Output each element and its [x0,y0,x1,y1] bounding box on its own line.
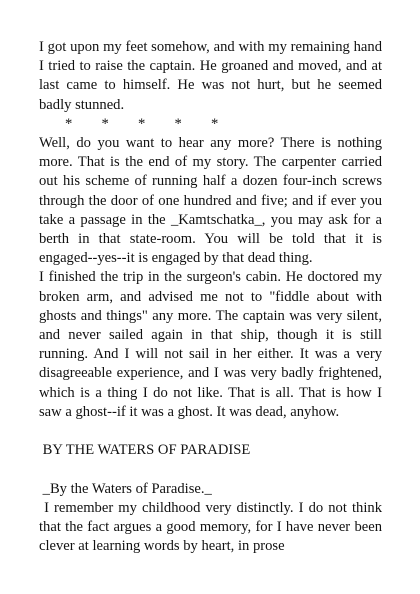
book-page [39,38,386,556]
paragraph-surgeon-cabin: I finished the trip in the surgeon's cabin. He doctored my broken arm, and advised me not to "fiddle about with ghosts and things" any more. The captain was very silent, and never sailed again in that ship, though it is still running. And I will not sail in her either. It was a very disagreeable experience, and I was very badly frightened, which is a thing I do not like. That is all. That is how I saw a ghost--if it was a ghost. It was dead, anyhow. [39,269,382,420]
paragraph-captain-stunned: I got upon my feet somehow, and with my remaining hand I tried to raise the captain. He groaned and moved, and at last came to himself. He was not hurt, but he seemed badly stunned. [39,39,382,113]
paragraph-childhood-memory: I remember my childhood very distinctly. I do not think that the fact argues a good memory, for I have never been clever at learning words by heart, in prose [39,499,386,555]
paragraph-end-of-story: Well, do you want to hear any more? There is nothing more. That is the end of my story. The carpenter carried out his scheme of running half a dozen four-inch screws through the door of one hundred and five; and if ever you take a passage in the _Kamtschatka_, you may ask for a berth in that state-room. You will be told that it is engaged--yes--it is engaged by that dead thing. [39,135,382,267]
section-separator: * * * * * [65,115,219,132]
chapter-heading: BY THE WATERS OF PARADISE [39,442,251,459]
chapter-subtitle: _By the Waters of Paradise._ [39,480,212,497]
blank-line [39,422,382,441]
blank-line [39,460,382,479]
